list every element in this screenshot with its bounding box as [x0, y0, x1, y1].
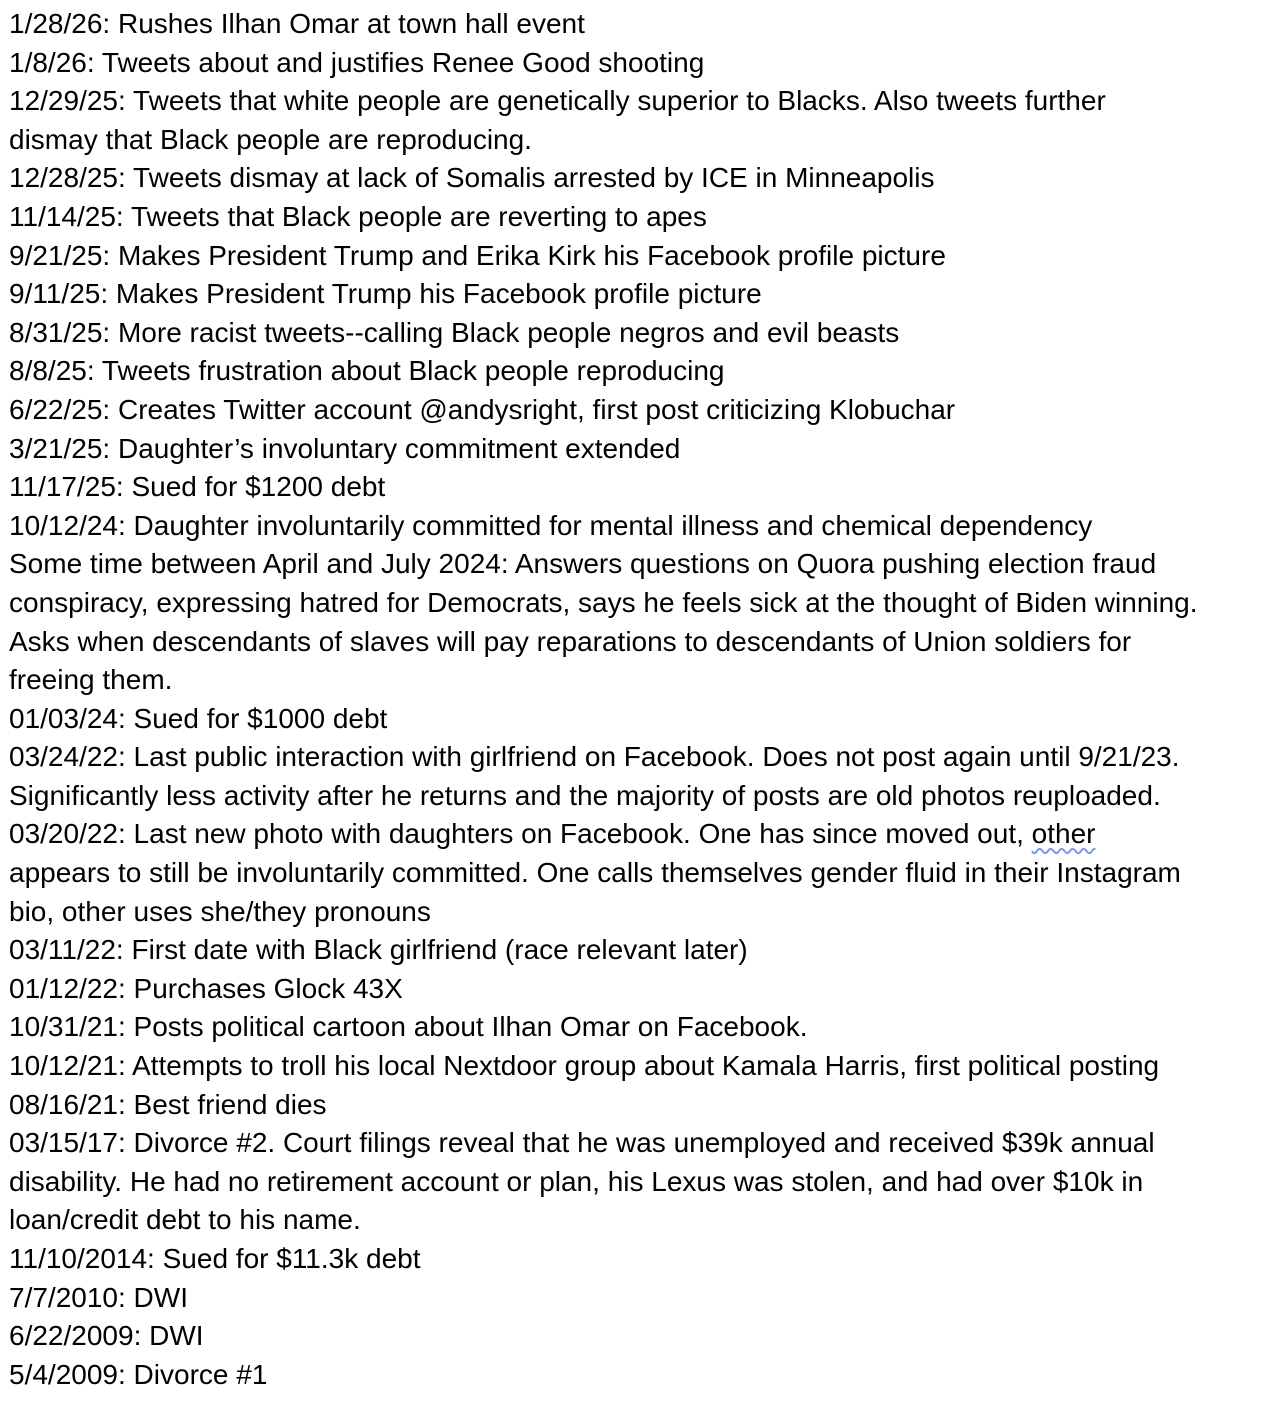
line-text: 8/8/25: Tweets frustration about Black people reproducing	[9, 355, 725, 387]
line-text: 10/31/21: Posts political cartoon about Ilhan Omar on Facebook.	[9, 1011, 808, 1043]
line-text: 03/15/17: Divorce #2. Court filings reveal that he was unemployed and received $39k annual	[9, 1127, 1155, 1159]
text-line	[9, 275, 1258, 314]
text-line	[9, 584, 1258, 623]
text-line	[9, 237, 1258, 276]
line-text: 11/17/25: Sued for $1200 debt	[9, 471, 386, 503]
text-line	[9, 121, 1258, 160]
line-text: conspiracy, expressing hatred for Democrats, says he feels sick at the thought of Biden winning.	[9, 586, 1198, 618]
line-text: 03/20/22: Last new photo with daughters on Facebook. One has since moved out,	[9, 818, 1032, 850]
text-line	[9, 893, 1258, 932]
line-text: 5/4/2009: Divorce #1	[9, 1358, 268, 1390]
text-line	[9, 391, 1258, 430]
text-line	[9, 854, 1258, 893]
line-text: 6/22/2009: DWI	[9, 1320, 204, 1352]
text-line	[9, 82, 1258, 121]
text-line	[9, 5, 1258, 44]
text-line	[9, 507, 1258, 546]
line-text: 9/21/25: Makes President Trump and Erika Kirk his Facebook profile picture	[9, 239, 946, 271]
text-line	[9, 545, 1258, 584]
line-text: 11/10/2014: Sued for $11.3k debt	[9, 1243, 421, 1274]
text-line	[9, 198, 1258, 237]
line-text: Asks when descendants of slaves will pay reparations to descendants of Union soldiers for	[9, 625, 1132, 657]
text-line	[9, 623, 1258, 662]
line-text: Significantly less activity after he returns and the majority of posts are old photos reuploaded.	[9, 779, 1161, 811]
line-text: appears to still be involuntarily committed. One calls themselves gender fluid in their Instagram	[9, 857, 1181, 889]
line-text: 01/12/22: Purchases Glock 43X	[9, 972, 403, 1004]
text-line	[9, 1086, 1258, 1125]
text-line	[9, 970, 1258, 1009]
line-text: loan/credit debt to his name.	[9, 1204, 361, 1236]
line-text: 6/22/25: Creates Twitter account @andysright, first post criticizing Klobuchar	[9, 393, 956, 425]
text-line	[9, 430, 1258, 469]
line-text: 11/14/25: Tweets that Black people are reverting to apes	[9, 200, 707, 232]
line-text: freeing them.	[9, 664, 173, 696]
line-text: 12/29/25: Tweets that white people are genetically superior to Blacks. Also tweets further	[9, 85, 1106, 117]
line-text: 10/12/21: Attempts to troll his local Nextdoor group about Kamala Harris, first political posting	[9, 1050, 1160, 1082]
text-line	[9, 314, 1258, 353]
text-line	[9, 159, 1258, 198]
text-line	[9, 661, 1258, 700]
line-text: 3/21/25: Daughter’s involuntary commitment extended	[9, 432, 681, 464]
text-line	[9, 1240, 1258, 1279]
line-text: 1/28/26: Rushes Ilhan Omar at town hall event	[9, 8, 585, 39]
text-line	[9, 1124, 1258, 1163]
line-text: bio, other uses she/they pronouns	[9, 895, 431, 927]
text-line	[9, 931, 1258, 970]
line-text: 1/8/26: Tweets about and justifies Renee Good shooting	[9, 46, 705, 78]
text-line	[9, 352, 1258, 391]
text-line	[9, 1317, 1258, 1356]
line-text: 10/12/24: Daughter involuntarily committed for mental illness and chemical dependency	[9, 509, 1093, 541]
line-text: 01/03/24: Sued for $1000 debt	[9, 702, 388, 734]
line-text: 9/11/25: Makes President Trump his Facebook profile picture	[9, 278, 762, 310]
text-line	[9, 700, 1258, 739]
line-text: 8/31/25: More racist tweets--calling Black people negros and evil beasts	[9, 316, 900, 348]
text-line	[9, 468, 1258, 507]
text-line	[9, 1201, 1258, 1240]
line-text: dismay that Black people are reproducing.	[9, 123, 532, 155]
text-line	[9, 1008, 1258, 1047]
line-text: 12/28/25: Tweets dismay at lack of Somalis arrested by ICE in Minneapolis	[9, 162, 935, 194]
text-line	[9, 44, 1258, 83]
line-text: 03/11/22: First date with Black girlfriend (race relevant later)	[9, 934, 748, 966]
line-text: 03/24/22: Last public interaction with girlfriend on Facebook. Does not post again until 9/21/23.	[9, 741, 1180, 773]
text-line	[9, 1279, 1258, 1318]
squiggle-word: other	[1031, 818, 1096, 850]
text-line	[9, 777, 1258, 816]
text-line	[9, 1163, 1258, 1202]
text-line	[9, 1047, 1258, 1086]
line-text: Some time between April and July 2024: Answers questions on Quora pushing election fraud	[9, 548, 1157, 580]
text-line	[9, 815, 1258, 854]
line-text: 08/16/21: Best friend dies	[9, 1088, 327, 1120]
line-text: disability. He had no retirement account or plan, his Lexus was stolen, and had over $10k in	[9, 1165, 1144, 1197]
line-text: 7/7/2010: DWI	[9, 1281, 188, 1313]
text-line	[9, 738, 1258, 777]
text-line	[9, 1356, 1258, 1395]
